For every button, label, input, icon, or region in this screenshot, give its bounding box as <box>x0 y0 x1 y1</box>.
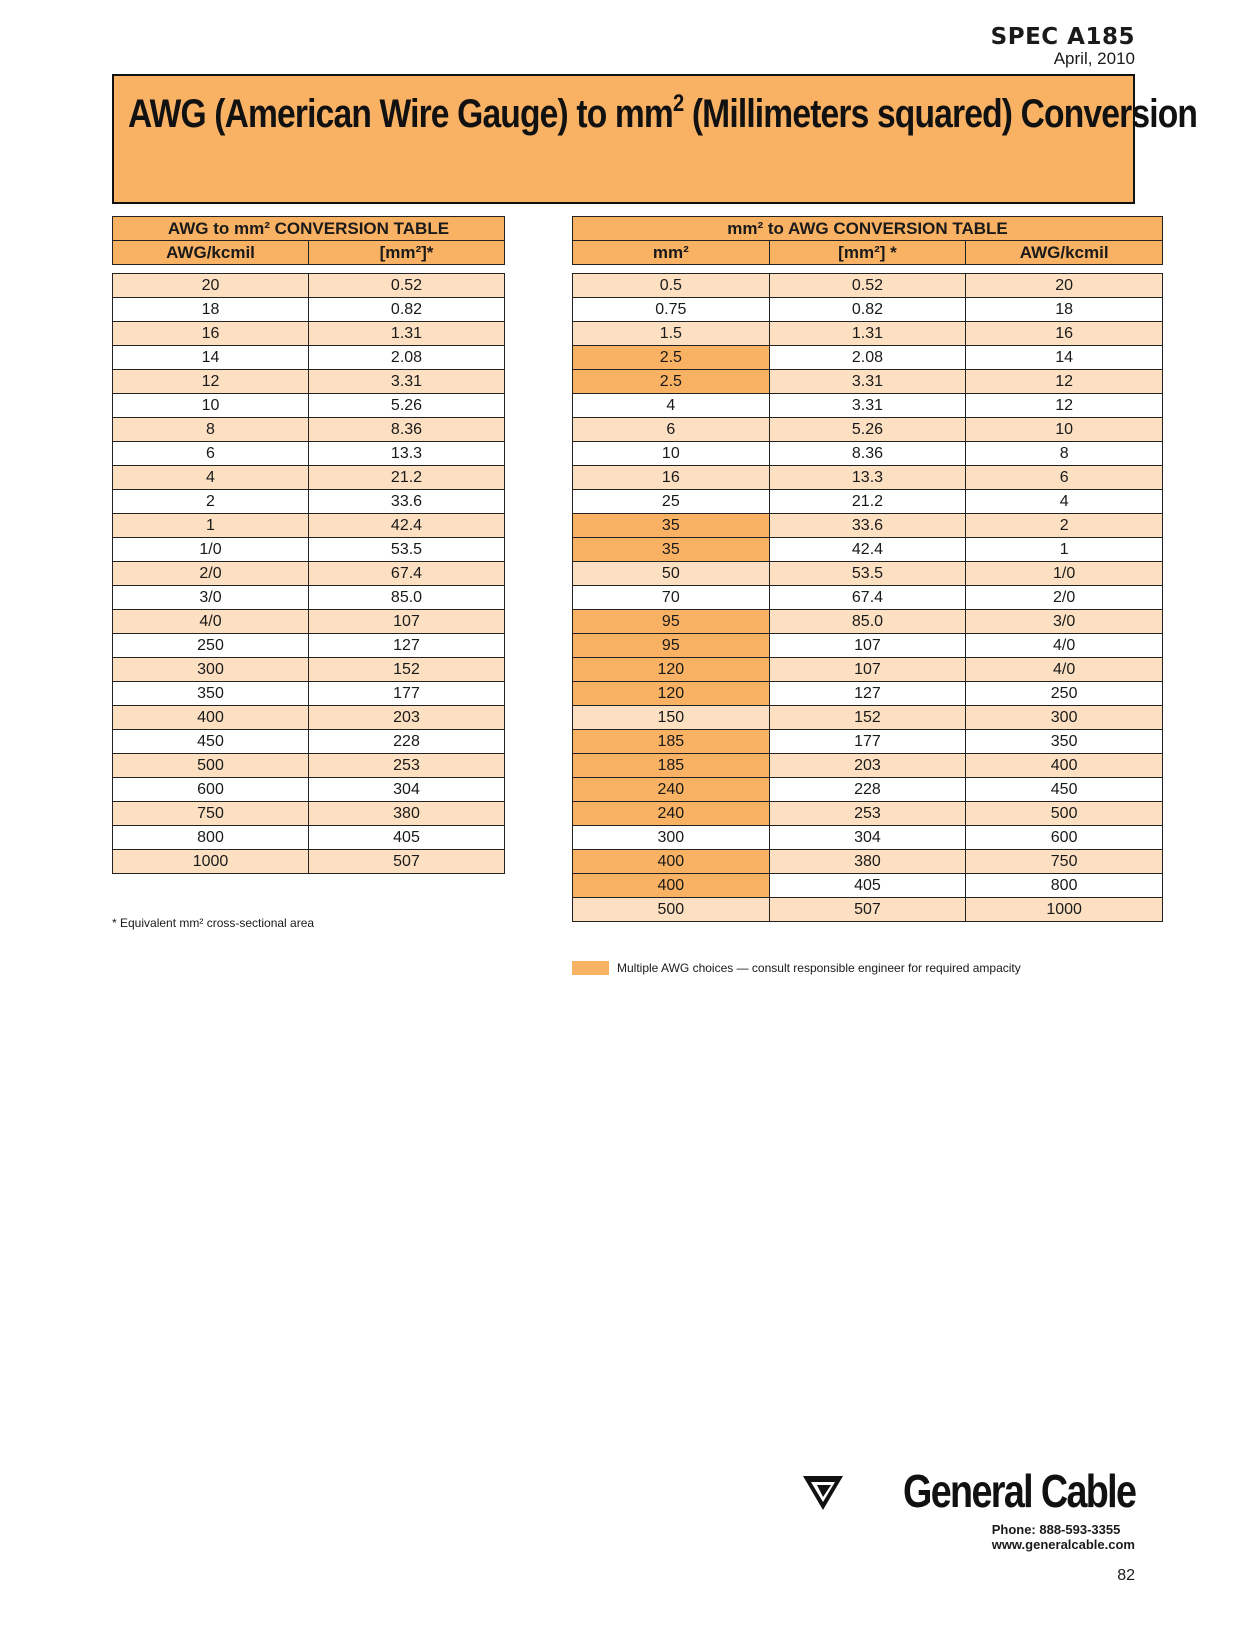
table-cell: 107 <box>769 634 966 658</box>
table-cell: 405 <box>769 874 966 898</box>
table-cell: 35 <box>573 538 770 562</box>
page-title <box>128 90 1197 137</box>
table-cell: 13.3 <box>309 442 505 466</box>
table-cell: 150 <box>573 706 770 730</box>
table-cell: 600 <box>966 826 1163 850</box>
table-cell: 0.82 <box>309 298 505 322</box>
table-row <box>113 802 505 826</box>
table-cell: 507 <box>309 850 505 874</box>
awg-to-mm2-table <box>112 216 505 874</box>
table-cell: 400 <box>113 706 309 730</box>
table-body <box>573 265 1163 922</box>
table-row <box>573 274 1163 298</box>
table-row <box>113 562 505 586</box>
table-cell: 300 <box>966 706 1163 730</box>
table-cell: 4 <box>113 466 309 490</box>
table-cell: 8 <box>113 418 309 442</box>
table-row <box>573 394 1163 418</box>
table-cell: 2.08 <box>769 346 966 370</box>
table-cell: 450 <box>113 730 309 754</box>
table-cell: 5.26 <box>769 418 966 442</box>
legend-swatch <box>572 961 609 975</box>
table-cell: 203 <box>769 754 966 778</box>
table-cell: 152 <box>309 658 505 682</box>
table-cell: 800 <box>966 874 1163 898</box>
table-cell: 18 <box>966 298 1163 322</box>
table-row <box>113 394 505 418</box>
table-cell: 18 <box>113 298 309 322</box>
table-row <box>113 658 505 682</box>
table-row <box>113 274 505 298</box>
table-cell: 228 <box>769 778 966 802</box>
table-cell: 1.5 <box>573 322 770 346</box>
table-cell: 14 <box>113 346 309 370</box>
table-row <box>573 634 1163 658</box>
table-cell: 8 <box>966 442 1163 466</box>
table-cell: 107 <box>769 658 966 682</box>
table-row <box>573 514 1163 538</box>
table-cell: 12 <box>966 370 1163 394</box>
title-text-part: (Millimeters squared) Conversion <box>683 92 1198 136</box>
table-cell: 152 <box>769 706 966 730</box>
table-row <box>573 706 1163 730</box>
spec-block <box>991 24 1135 68</box>
table-row <box>113 682 505 706</box>
table-cell: 300 <box>573 826 770 850</box>
table-cell: 53.5 <box>769 562 966 586</box>
table-cell: 4 <box>966 490 1163 514</box>
table-cell: 42.4 <box>769 538 966 562</box>
table-cell: 380 <box>309 802 505 826</box>
table-cell: 20 <box>966 274 1163 298</box>
table-cell: 1000 <box>966 898 1163 922</box>
table-row <box>573 730 1163 754</box>
website-link[interactable]: www.generalcable.com <box>991 1537 1135 1552</box>
table-cell: 53.5 <box>309 538 505 562</box>
table-cell: 4/0 <box>113 610 309 634</box>
table-cell: 6 <box>573 418 770 442</box>
table-row <box>113 730 505 754</box>
table-cell: 405 <box>309 826 505 850</box>
table-cell: 400 <box>573 874 770 898</box>
table-cell: 253 <box>309 754 505 778</box>
table-row <box>113 346 505 370</box>
table-cell: 8.36 <box>769 442 966 466</box>
table-cell: 50 <box>573 562 770 586</box>
table-cell: 35 <box>573 514 770 538</box>
table-cell: 4/0 <box>966 634 1163 658</box>
table-cell: 10 <box>113 394 309 418</box>
table-cell: 33.6 <box>309 490 505 514</box>
table-cell: 16 <box>966 322 1163 346</box>
table-row <box>113 586 505 610</box>
table-cell: 177 <box>309 682 505 706</box>
table-row <box>113 850 505 874</box>
column-header: mm² <box>573 241 770 265</box>
spacer-row <box>573 265 1163 274</box>
table-cell: 750 <box>113 802 309 826</box>
table-cell: 6 <box>113 442 309 466</box>
column-header: [mm²]* <box>309 241 505 265</box>
title-text-part: AWG (American Wire Gauge) to mm <box>128 92 673 136</box>
table-cell: 3/0 <box>966 610 1163 634</box>
table-cell: 500 <box>113 754 309 778</box>
table-cell: 3/0 <box>113 586 309 610</box>
table-cell: 4/0 <box>966 658 1163 682</box>
column-header: AWG/kcmil <box>966 241 1163 265</box>
table-cell: 185 <box>573 754 770 778</box>
table-cell: 800 <box>113 826 309 850</box>
spec-number: SPEC A185 <box>990 24 1135 50</box>
table-cell: 10 <box>966 418 1163 442</box>
table-cell: 240 <box>573 778 770 802</box>
table-cell: 304 <box>769 826 966 850</box>
table-cell: 13.3 <box>769 466 966 490</box>
table-row <box>573 586 1163 610</box>
table-cell: 4 <box>573 394 770 418</box>
table-cell: 1/0 <box>113 538 309 562</box>
table-row <box>113 778 505 802</box>
table-cell: 1/0 <box>966 562 1163 586</box>
legend-text: Multiple AWG choices — consult responsible engineer for required ampacity <box>617 961 1021 975</box>
table-row <box>573 754 1163 778</box>
brand-name: General Cable <box>902 1465 1135 1517</box>
spacer-row <box>113 265 505 274</box>
table-row <box>113 442 505 466</box>
table-row <box>573 298 1163 322</box>
title-banner <box>112 74 1198 204</box>
table-row <box>113 754 505 778</box>
title-superscript: 2 <box>672 90 684 117</box>
table-row <box>113 538 505 562</box>
table-cell: 1.31 <box>769 322 966 346</box>
table-cell: 2 <box>113 490 309 514</box>
table-row <box>573 442 1163 466</box>
table-title: AWG to mm² CONVERSION TABLE <box>113 217 505 241</box>
table-row <box>113 634 505 658</box>
table-cell: 12 <box>113 370 309 394</box>
table-cell: 400 <box>966 754 1163 778</box>
table-cell: 380 <box>769 850 966 874</box>
table-row <box>573 802 1163 826</box>
table-row <box>113 298 505 322</box>
mm2-to-awg-table <box>572 216 1163 922</box>
table-cell: 127 <box>769 682 966 706</box>
column-header: AWG/kcmil <box>113 241 309 265</box>
contact-info <box>992 1522 1135 1552</box>
table-cell: 2.5 <box>573 370 770 394</box>
table-cell: 67.4 <box>309 562 505 586</box>
table-cell: 1.31 <box>309 322 505 346</box>
table-row <box>573 898 1163 922</box>
table-row <box>573 682 1163 706</box>
table-cell: 350 <box>966 730 1163 754</box>
table-cell: 21.2 <box>309 466 505 490</box>
table-row <box>573 778 1163 802</box>
table-cell: 2/0 <box>113 562 309 586</box>
table-cell: 3.31 <box>309 370 505 394</box>
table-row <box>573 466 1163 490</box>
table-cell: 177 <box>769 730 966 754</box>
phone-number: Phone: 888-593-3355 <box>991 1522 1121 1537</box>
table-cell: 0.52 <box>769 274 966 298</box>
legend <box>572 961 1021 975</box>
table-row <box>573 874 1163 898</box>
table-cell: 6 <box>966 466 1163 490</box>
page-number: 82 <box>1117 1567 1135 1584</box>
table-row <box>573 418 1163 442</box>
table-cell: 350 <box>113 682 309 706</box>
table-cell: 120 <box>573 658 770 682</box>
table-cell: 600 <box>113 778 309 802</box>
table-cell: 250 <box>113 634 309 658</box>
table-cell: 1 <box>966 538 1163 562</box>
table-row <box>573 322 1163 346</box>
table-cell: 250 <box>966 682 1163 706</box>
table-cell: 1000 <box>113 850 309 874</box>
table-cell: 0.82 <box>769 298 966 322</box>
table-cell: 0.52 <box>309 274 505 298</box>
footnote: * Equivalent mm² cross-sectional area <box>112 916 315 930</box>
table-row <box>113 610 505 634</box>
table-cell: 240 <box>573 802 770 826</box>
column-header: [mm²] * <box>769 241 966 265</box>
table-cell: 33.6 <box>769 514 966 538</box>
table-cell: 507 <box>769 898 966 922</box>
table-cell: 12 <box>966 394 1163 418</box>
table-cell: 95 <box>573 610 770 634</box>
spec-date: April, 2010 <box>1053 49 1135 68</box>
table-row <box>113 514 505 538</box>
table-row <box>573 370 1163 394</box>
table-cell: 5.26 <box>309 394 505 418</box>
table-cell: 95 <box>573 634 770 658</box>
table-row <box>573 490 1163 514</box>
table-row <box>113 322 505 346</box>
table-cell: 2.08 <box>309 346 505 370</box>
table-row <box>573 826 1163 850</box>
table-cell: 8.36 <box>309 418 505 442</box>
table-cell: 300 <box>113 658 309 682</box>
table-cell: 185 <box>573 730 770 754</box>
table-cell: 16 <box>573 466 770 490</box>
table-row <box>113 826 505 850</box>
table-title: mm² to AWG CONVERSION TABLE <box>573 217 1163 241</box>
table-cell: 85.0 <box>309 586 505 610</box>
table-cell: 2.5 <box>573 346 770 370</box>
general-cable-logo-icon <box>800 1468 846 1514</box>
table-row <box>113 706 505 730</box>
table-cell: 3.31 <box>769 394 966 418</box>
table-cell: 500 <box>573 898 770 922</box>
table-row <box>573 850 1163 874</box>
table-cell: 120 <box>573 682 770 706</box>
table-cell: 450 <box>966 778 1163 802</box>
table-row <box>573 346 1163 370</box>
table-cell: 500 <box>966 802 1163 826</box>
table-cell: 14 <box>966 346 1163 370</box>
table-row <box>573 610 1163 634</box>
table-cell: 2 <box>966 514 1163 538</box>
table-cell: 16 <box>113 322 309 346</box>
table-row <box>113 418 505 442</box>
table-cell: 228 <box>309 730 505 754</box>
table-body <box>113 265 505 874</box>
table-cell: 304 <box>309 778 505 802</box>
table-cell: 70 <box>573 586 770 610</box>
table-cell: 2/0 <box>966 586 1163 610</box>
table-cell: 85.0 <box>769 610 966 634</box>
table-cell: 400 <box>573 850 770 874</box>
table-cell: 0.5 <box>573 274 770 298</box>
table-cell: 750 <box>966 850 1163 874</box>
table-row <box>573 562 1163 586</box>
table-row <box>113 370 505 394</box>
table-cell: 1 <box>113 514 309 538</box>
table-row <box>573 538 1163 562</box>
table-cell: 25 <box>573 490 770 514</box>
table-row <box>573 658 1163 682</box>
table-cell: 0.75 <box>573 298 770 322</box>
table-cell: 107 <box>309 610 505 634</box>
table-cell: 10 <box>573 442 770 466</box>
table-cell: 203 <box>309 706 505 730</box>
table-cell: 21.2 <box>769 490 966 514</box>
table-cell: 127 <box>309 634 505 658</box>
table-cell: 3.31 <box>769 370 966 394</box>
company-logo <box>800 1464 1135 1518</box>
table-row <box>113 466 505 490</box>
table-cell: 20 <box>113 274 309 298</box>
table-row <box>113 490 505 514</box>
table-cell: 253 <box>769 802 966 826</box>
table-cell: 67.4 <box>769 586 966 610</box>
table-cell: 42.4 <box>309 514 505 538</box>
